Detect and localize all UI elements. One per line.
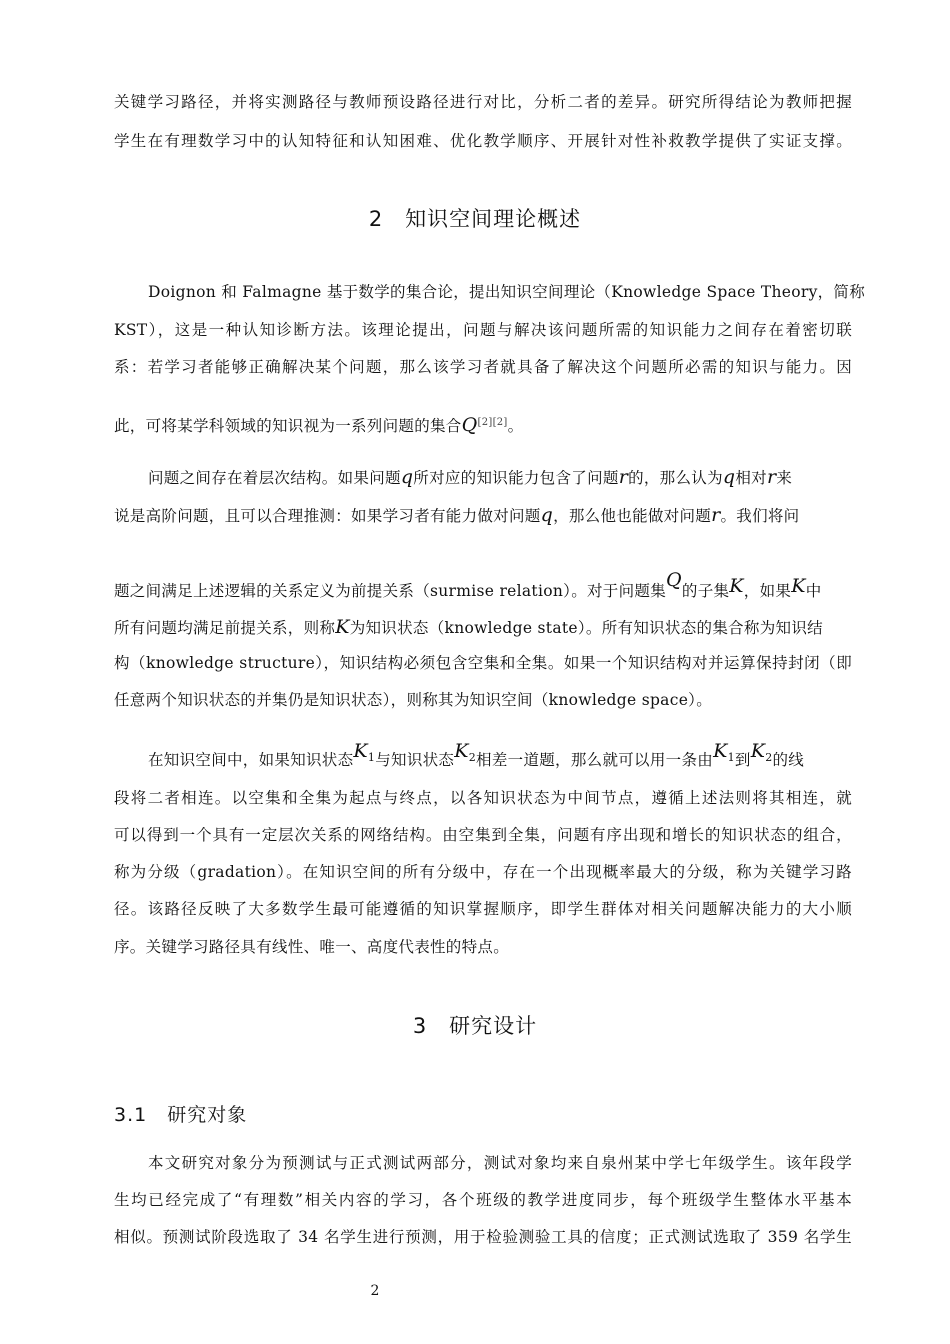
text-seg: 中 — [805, 582, 822, 600]
citation: [2][2] — [477, 417, 508, 428]
s2-p1-line-4-text: 此，可将某学科领域的知识视为一系列问题的集合 — [114, 417, 462, 435]
s2-p2-line-2 — [114, 505, 800, 526]
math-r: r — [766, 466, 777, 488]
s3-p1-line-2: 生均已经完成了“有理数”相关内容的学习，各个班级的教学进度同步，每个班级学生整体水平基本 — [114, 1191, 852, 1209]
text-seg: 。我们将问 — [720, 507, 800, 525]
s3-p1-line-1: 本文研究对象分为预测试与正式测试两部分，测试对象均来自泉州某中学七年级学生。该年段学 — [148, 1154, 852, 1172]
text-seg: 所对应的知识能力包含了问题 — [413, 469, 619, 487]
text-seg: 为知识状态（knowledge state）。所有知识状态的集合称为知识结 — [349, 619, 823, 637]
s2-p3-line-1 — [148, 741, 804, 770]
s2-p2-line-1 — [148, 467, 792, 488]
text-seg: 相对 — [735, 469, 767, 487]
text-seg: 所有问题均满足前提关系，则称 — [114, 619, 336, 637]
text-seg: 来 — [776, 469, 793, 487]
text-seg: 说是高阶问题，且可以合理推测：如果学习者有能力做对问题 — [114, 507, 541, 525]
math-q: q — [722, 466, 736, 488]
section-2-heading: 2 知识空间理论概述 — [368, 207, 582, 231]
s2-p1-line-4-end: 。 — [507, 417, 524, 435]
math-K2: K — [750, 740, 766, 762]
text-seg: ，那么他也能做对问题 — [553, 507, 712, 525]
page-number: 2 — [370, 1283, 380, 1299]
math-Q: Q — [666, 569, 682, 591]
math-r: r — [711, 504, 721, 526]
math-K1: K — [713, 740, 728, 762]
subscript-1: 1 — [727, 751, 735, 764]
subscript-2: 2 — [765, 751, 773, 764]
math-K: K — [729, 575, 744, 597]
math-q: q — [400, 466, 414, 488]
s2-p2-line-4 — [114, 617, 823, 638]
intro-line-2: 学生在有理数学习中的认知特征和认知困难、优化教学顺序、开展针对性补救教学提供了实证支撑。 — [114, 132, 852, 150]
s2-p3-line-5: 径。该路径反映了大多数学生最可能遵循的知识掌握顺序，即学生群体对相关问题解决能力的大小顺 — [114, 900, 852, 918]
math-r: r — [618, 466, 629, 488]
math-K2: K — [454, 740, 469, 762]
s2-p2-line-3 — [114, 570, 822, 601]
subsection-3-1-heading: 3.1 研究对象 — [114, 1104, 248, 1126]
text-seg: 问题之间存在着层次结构。如果问题 — [148, 469, 401, 487]
text-seg: 到 — [734, 751, 751, 769]
text-seg: ，如果 — [743, 582, 792, 600]
text-seg: 在知识空间中，如果知识状态 — [148, 751, 354, 769]
math-K: K — [335, 616, 350, 638]
s2-p2-line-5: 构（knowledge structure），知识结构必须包含空集和全集。如果一个知识结构对并运算保持封闭（即 — [114, 654, 852, 672]
s2-p3-line-6: 序。关键学习路径具有线性、唯一、高度代表性的特点。 — [114, 938, 510, 956]
s2-p1-line-4 — [114, 413, 523, 436]
section-3-heading: 3 研究设计 — [412, 1014, 538, 1038]
s2-p2-line-6: 任意两个知识状态的并集仍是知识状态），则称其为知识空间（knowledge space）。 — [114, 691, 713, 709]
subscript-1: 1 — [367, 751, 376, 764]
text-seg: 的线 — [772, 751, 805, 769]
s2-p3-line-2: 段将二者相连。以空集和全集为起点与终点，以各知识状态为中间节点，遵循上述法则将其相连，就 — [114, 789, 852, 807]
s2-p1-line-3: 系：若学习者能够正确解决某个问题，那么该学习者就具备了解决这个问题所必需的知识与能力。因 — [114, 358, 852, 376]
math-K: K — [791, 575, 806, 597]
math-q: q — [540, 504, 554, 526]
subscript-2: 2 — [468, 751, 477, 764]
intro-line-1: 关键学习路径，并将实测路径与教师预设路径进行对比，分析二者的差异。研究所得结论为教师把握 — [114, 93, 852, 111]
text-seg: 题之间满足上述逻辑的关系定义为前提关系（surmise relation）。对于问题集 — [114, 582, 666, 600]
math-Q: Q — [461, 414, 478, 436]
text-seg: 的子集 — [681, 582, 730, 600]
s2-p3-line-3: 可以得到一个具有一定层次关系的网络结构。由空集到全集，问题有序出现和增长的知识状态的组合， — [114, 826, 852, 844]
text-seg: 的，那么认为 — [628, 469, 723, 487]
s2-p1-line-2: KST），这是一种认知诊断方法。该理论提出，问题与解决该问题所需的知识能力之间存在着密切联 — [114, 321, 852, 339]
s2-p1-line-1: Doignon 和 Falmagne 基于数学的集合论，提出知识空间理论（Knowledge Space Theory，简称 — [148, 283, 866, 301]
s2-p3-line-4: 称为分级（gradation）。在知识空间的所有分级中，存在一个出现概率最大的分级，称为关键学习路 — [114, 863, 852, 881]
text-seg: 相差一道题，那么就可以用一条由 — [476, 751, 714, 769]
s3-p1-line-3: 相似。预测试阶段选取了 34 名学生进行预测，用于检验测验工具的信度；正式测试选取了 359 名学生 — [114, 1228, 852, 1246]
math-K1: K — [353, 740, 368, 762]
text-seg: 与知识状态 — [375, 751, 455, 769]
